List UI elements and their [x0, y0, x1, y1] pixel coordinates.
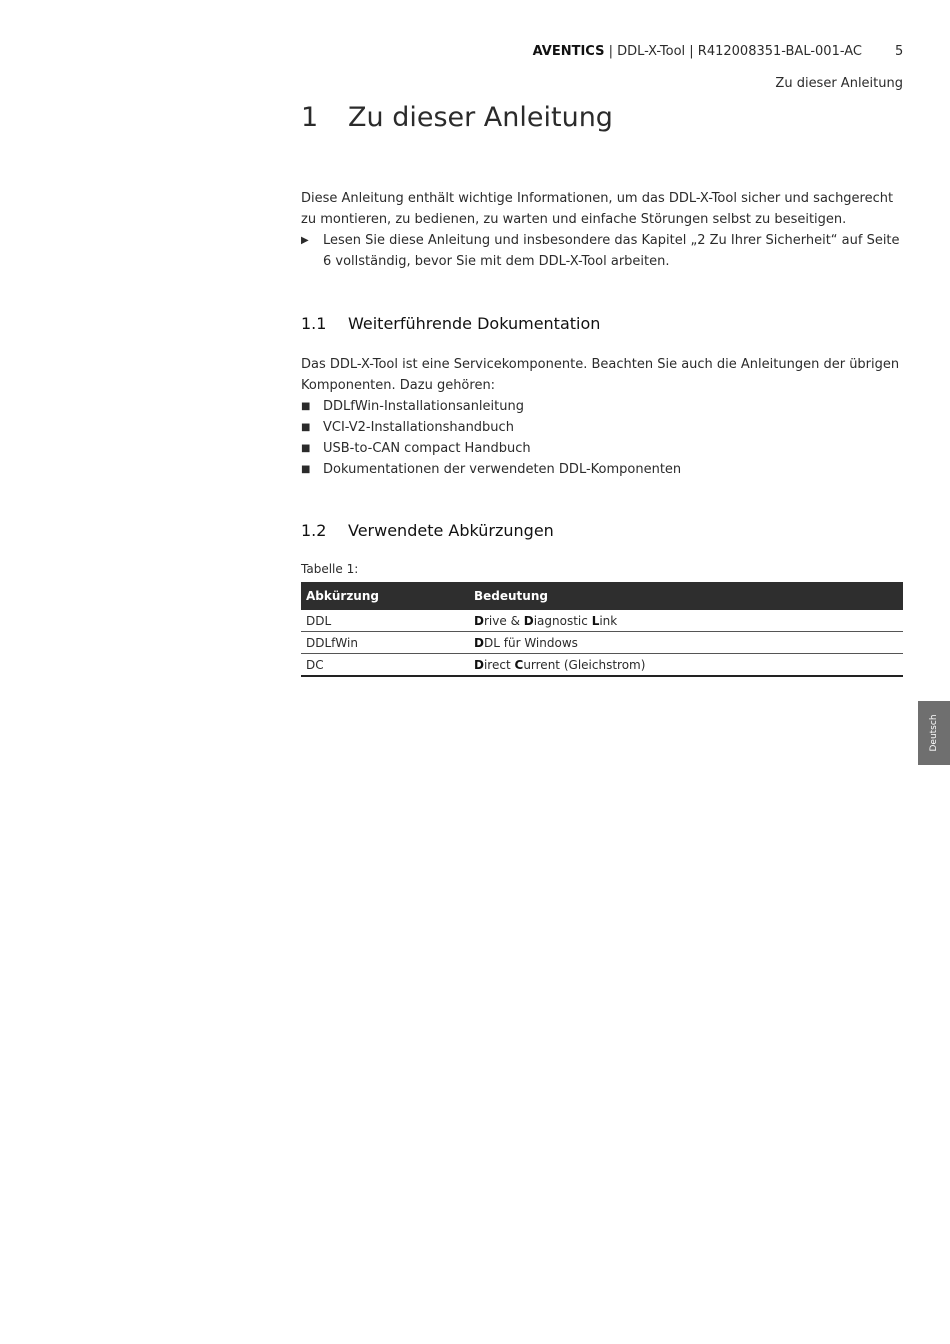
- section-title: Weiterführende Dokumentation: [348, 314, 601, 333]
- abbreviation-cell: DC: [301, 654, 469, 677]
- instruction-text: Lesen Sie diese Anleitung und insbesondere das Kapitel „2 Zu Ihrer Sicherheit“ auf Seite 6 vollständig, bevor Sie mit dem DDL-X-Tool arbeiten.: [323, 233, 900, 269]
- language-tab[interactable]: [918, 701, 950, 765]
- chapter-heading: [301, 102, 613, 133]
- square-bullet-icon: ■: [301, 443, 311, 454]
- column-header: Abkürzung: [301, 582, 469, 610]
- section-number: 1.1: [301, 314, 327, 333]
- arrow-bullet-icon: ▶: [301, 235, 309, 246]
- square-bullet-icon: ■: [301, 464, 311, 475]
- section-heading-1-1: [301, 314, 600, 333]
- language-tab-label: Deutsch: [929, 714, 939, 752]
- section-1-1-paragraph: Das DDL-X-Tool ist eine Servicekomponente. Beachten Sie auch die Anleitungen der übrigen Komponenten. Dazu gehören:: [301, 357, 900, 393]
- abbreviation-cell: DDL: [301, 610, 469, 632]
- list-item: ■ Dokumentationen der verwendeten DDL-Komponenten: [301, 459, 681, 480]
- chapter-number: 1: [301, 102, 319, 133]
- section-number: 1.2: [301, 521, 327, 540]
- intro-paragraph: Diese Anleitung enthält wichtige Informationen, um das DDL-X-Tool sicher und sachgerecht zu montieren, zu bedienen, zu warten und einfache Störungen selbst zu beseitigen.: [301, 191, 894, 227]
- table-caption: Tabelle 1:: [301, 562, 359, 576]
- table-row: [301, 610, 903, 632]
- brand-name: AVENTICS: [532, 44, 605, 59]
- square-bullet-icon: ■: [301, 422, 311, 433]
- table-row: [301, 632, 903, 654]
- meaning-cell: Direct Current (Gleichstrom): [469, 654, 903, 677]
- square-bullet-icon: ■: [301, 401, 311, 412]
- list-item: ■ DDLfWin-Installationsanleitung: [301, 396, 524, 417]
- column-header: Bedeutung: [469, 582, 903, 610]
- page-number: 5: [895, 44, 904, 59]
- abbreviation-cell: DDLfWin: [301, 632, 469, 654]
- section-title: Verwendete Abkürzungen: [348, 521, 554, 540]
- document-info: | DDL-X-Tool | R412008351-BAL-001-AC: [604, 44, 862, 59]
- list-item: ■ VCI-V2-Installationshandbuch: [301, 417, 514, 438]
- section-heading-1-2: [301, 521, 554, 540]
- chapter-title: Zu dieser Anleitung: [348, 102, 613, 133]
- list-item: ■ USB-to-CAN compact Handbuch: [301, 438, 531, 459]
- table-row: [301, 654, 903, 677]
- table-header-row: [301, 582, 903, 610]
- meaning-cell: Drive & Diagnostic Link: [469, 610, 903, 632]
- instruction-step: [301, 230, 901, 272]
- section-reference: Zu dieser Anleitung: [775, 76, 903, 91]
- meaning-cell: DDL für Windows: [469, 632, 903, 654]
- abbreviations-table: [301, 582, 903, 677]
- running-header: [533, 44, 862, 59]
